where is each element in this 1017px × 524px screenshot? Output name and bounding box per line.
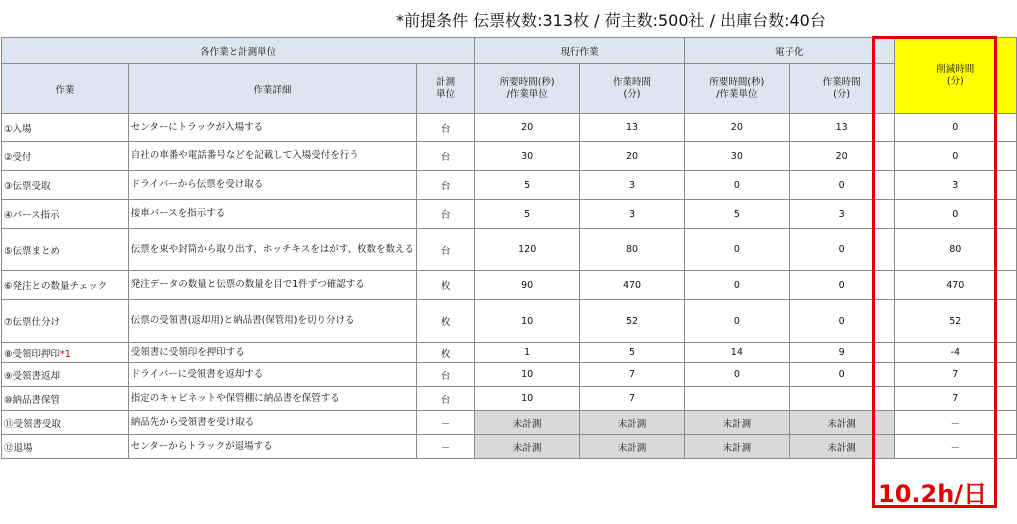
unit-cell: 枚	[416, 300, 474, 343]
digital-sec-cell: 0	[684, 271, 789, 300]
group-header-digital: 電子化	[684, 38, 894, 64]
digital-sec-cell	[684, 387, 789, 411]
table-row	[2, 343, 1017, 363]
digital-min-cell: 0	[789, 363, 894, 387]
digital-min-cell: 13	[789, 114, 894, 142]
premise-text: *前提条件 伝票枚数:313枚 / 荷主数:500社 / 出庫台数:40台	[396, 11, 826, 30]
table-row	[2, 271, 1017, 300]
current-min-cell: 3	[580, 171, 685, 200]
table-row	[2, 387, 1017, 411]
task-cell	[2, 411, 129, 435]
current-min-cell: 7	[580, 387, 685, 411]
detail-cell: 指定のキャビネットや保管棚に納品書を保管する	[128, 387, 416, 411]
task-header: 作業	[2, 64, 129, 114]
table-row	[2, 435, 1017, 459]
digital-sec-cell: 未計測	[684, 435, 789, 459]
current-min-cell: 52	[580, 300, 685, 343]
current-sec-cell: 未計測	[475, 411, 580, 435]
task-cell	[2, 363, 129, 387]
unit-cell: 台	[416, 363, 474, 387]
reduction-cell: 7	[894, 363, 1016, 387]
unit-cell: 台	[416, 171, 474, 200]
current-min-cell: 20	[580, 142, 685, 171]
task-label: ⑫退場	[4, 442, 33, 454]
detail-cell: 自社の車番や電話番号などを記載して入場受付を行う	[128, 142, 416, 171]
table-row	[2, 300, 1017, 343]
reduction-cell: －	[894, 435, 1016, 459]
digital-min-cell: 0	[789, 171, 894, 200]
reduction-cell: 0	[894, 200, 1016, 229]
task-label: ⑩納品書保管	[4, 394, 61, 406]
digital-sec-header: 所要時間(秒) /作業単位	[684, 64, 789, 114]
group-header-row	[2, 38, 1017, 64]
unit-cell: 台	[416, 114, 474, 142]
footnote-mark: *1	[60, 348, 71, 360]
detail-cell: 発注データの数量と伝票の数量を目で1件ずつ確認する	[128, 271, 416, 300]
table-row	[2, 411, 1017, 435]
task-label: ⑧受領印押印	[4, 348, 61, 360]
task-label: ⑨受領書返却	[4, 370, 61, 382]
unit-cell: 枚	[416, 271, 474, 300]
task-label: ④バース指示	[4, 210, 60, 221]
reduction-cell: 52	[894, 300, 1016, 343]
task-cell	[2, 171, 129, 200]
digital-min-cell: 未計測	[789, 435, 894, 459]
digital-sec-cell: 5	[684, 200, 789, 229]
reduction-cell: -4	[894, 343, 1016, 363]
task-label: ⑤伝票まとめ	[4, 245, 61, 257]
current-sec-header: 所要時間(秒) /作業単位	[475, 64, 580, 114]
current-min-cell: 5	[580, 343, 685, 363]
unit-cell: －	[416, 411, 474, 435]
table-row	[2, 114, 1017, 142]
current-sec-cell: 未計測	[475, 435, 580, 459]
task-label: ①入場	[4, 123, 32, 135]
digital-sec-cell: 14	[684, 343, 789, 363]
current-sec-cell: 10	[475, 363, 580, 387]
current-sec-cell: 30	[475, 142, 580, 171]
table-row	[2, 200, 1017, 229]
detail-cell: ドライバーに受領書を返却する	[128, 363, 416, 387]
task-cell	[2, 343, 129, 363]
current-min-cell: 470	[580, 271, 685, 300]
task-label: ③伝票受取	[4, 181, 51, 192]
group-header-left: 各作業と計測単位	[2, 38, 475, 64]
task-cell	[2, 271, 129, 300]
current-min-cell: 80	[580, 229, 685, 271]
task-cell	[2, 229, 129, 271]
digital-min-cell: 0	[789, 229, 894, 271]
digital-min-header: 作業時間 (分)	[789, 64, 894, 114]
unit-cell: －	[416, 435, 474, 459]
current-sec-cell: 20	[475, 114, 580, 142]
digital-min-cell: 0	[789, 300, 894, 343]
task-cell	[2, 435, 129, 459]
digital-min-cell	[789, 387, 894, 411]
current-sec-cell: 1	[475, 343, 580, 363]
unit-cell: 台	[416, 142, 474, 171]
unit-cell: 台	[416, 229, 474, 271]
reduction-cell: 7	[894, 387, 1016, 411]
digital-sec-cell: 0	[684, 171, 789, 200]
detail-cell: ドライバーから伝票を受け取る	[128, 171, 416, 200]
digital-sec-cell: 0	[684, 229, 789, 271]
reduction-cell: 470	[894, 271, 1016, 300]
digital-min-cell: 20	[789, 142, 894, 171]
reduction-cell: －	[894, 411, 1016, 435]
detail-header: 作業詳細	[128, 64, 416, 114]
detail-cell: センターからトラックが退場する	[128, 435, 416, 459]
total-reduction: 10.2h/日	[878, 480, 988, 508]
task-cell	[2, 114, 129, 142]
table-row	[2, 142, 1017, 171]
task-label: ⑥発注との数量チェック	[4, 281, 108, 292]
digital-sec-cell: 30	[684, 142, 789, 171]
unit-cell: 枚	[416, 343, 474, 363]
current-min-cell: 7	[580, 363, 685, 387]
detail-cell: センターにトラックが入場する	[128, 114, 416, 142]
unit-header: 計測 単位	[416, 64, 474, 114]
current-sec-cell: 10	[475, 387, 580, 411]
digital-min-cell: 9	[789, 343, 894, 363]
task-label: ⑦伝票仕分け	[4, 317, 61, 328]
reduction-cell: 3	[894, 171, 1016, 200]
reduction-header: 削減時間 (分)	[894, 38, 1016, 114]
current-sec-cell: 120	[475, 229, 580, 271]
current-sec-cell: 10	[475, 300, 580, 343]
task-cell	[2, 142, 129, 171]
digital-min-cell: 0	[789, 271, 894, 300]
detail-cell: 受領書に受領印を押印する	[128, 343, 416, 363]
current-min-cell: 未計測	[580, 435, 685, 459]
digital-min-cell: 未計測	[789, 411, 894, 435]
detail-cell: 伝票の受領書(返却用)と納品書(保管用)を切り分ける	[128, 300, 416, 343]
digital-sec-cell: 未計測	[684, 411, 789, 435]
detail-cell: 接車バースを指示する	[128, 200, 416, 229]
current-sec-cell: 5	[475, 200, 580, 229]
column-header-row	[2, 64, 1017, 114]
unit-cell: 台	[416, 387, 474, 411]
unit-cell: 台	[416, 200, 474, 229]
digital-sec-cell: 0	[684, 363, 789, 387]
group-header-current: 現行作業	[475, 38, 685, 64]
task-label: ②受付	[4, 152, 32, 163]
current-min-header: 作業時間 (分)	[580, 64, 685, 114]
reduction-cell: 0	[894, 114, 1016, 142]
table-row	[2, 363, 1017, 387]
detail-cell: 納品先から受領書を受け取る	[128, 411, 416, 435]
time-reduction-table	[1, 37, 1017, 459]
current-min-cell: 未計測	[580, 411, 685, 435]
task-cell	[2, 300, 129, 343]
task-cell	[2, 387, 129, 411]
table-row	[2, 229, 1017, 271]
table-row	[2, 171, 1017, 200]
digital-sec-cell: 0	[684, 300, 789, 343]
current-sec-cell: 90	[475, 271, 580, 300]
task-cell	[2, 200, 129, 229]
reduction-cell: 80	[894, 229, 1016, 271]
digital-min-cell: 3	[789, 200, 894, 229]
detail-cell: 伝票を束や封筒から取り出す、ホッチキスをはがす、枚数を数える	[128, 229, 416, 271]
current-min-cell: 3	[580, 200, 685, 229]
current-min-cell: 13	[580, 114, 685, 142]
current-sec-cell: 5	[475, 171, 580, 200]
task-label: ⑪受領書受取	[4, 418, 62, 430]
reduction-cell: 0	[894, 142, 1016, 171]
digital-sec-cell: 20	[684, 114, 789, 142]
